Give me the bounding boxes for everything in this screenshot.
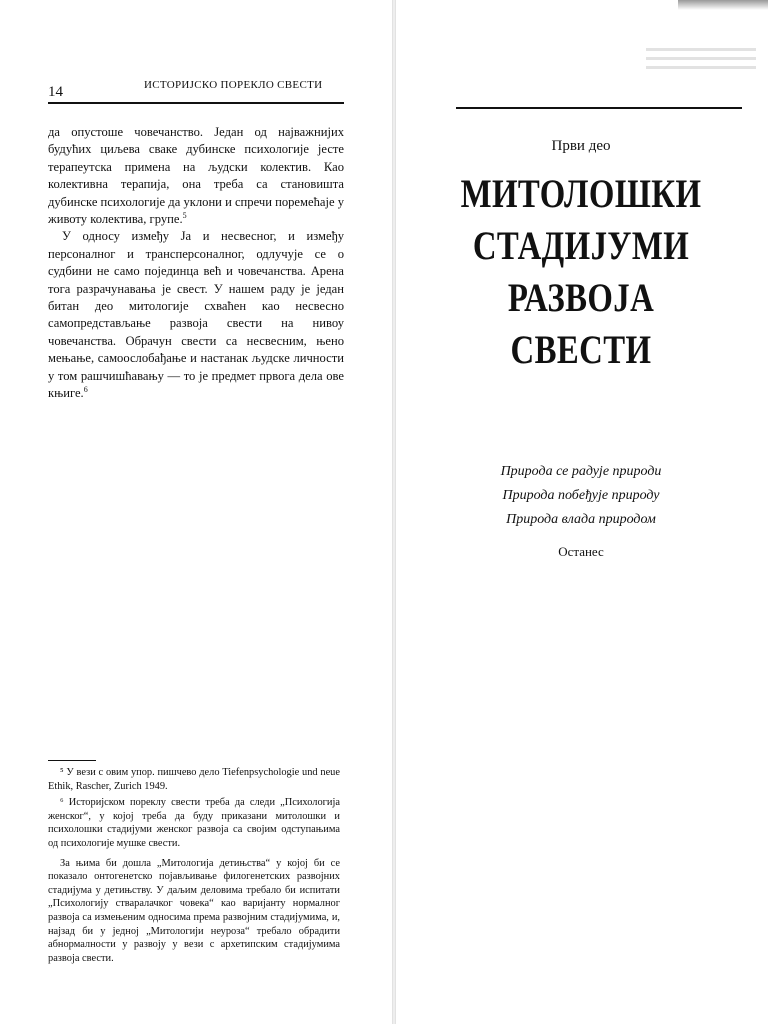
epigraph-author: Останес bbox=[558, 544, 604, 559]
footnote-text: Историјском пореклу свести треба да следи „Психологија женског“, у којој треба да буду приказани митолошки и психолошки стадијуми женског развоја са својим одступањима од психологије мушке свести. bbox=[48, 797, 340, 849]
paragraph-text: да опустоше човечанство. Један од најважнијих будућих циљева сваке дубинске психологије јесте терапеутска примена на људски колектив. Као колективна терапија, она треба са становишта дубинске психологије да уклони и спречи поремећаје у животу колектива, групе. bbox=[48, 125, 344, 227]
paragraph bbox=[48, 124, 344, 228]
footnote-ref: 5 bbox=[182, 210, 187, 220]
paragraph-text: У односу између Ја и несвесног, и између персоналног и трансперсоналног, одлучује се о судбини не само појединца већ и човечанства. Арена тога разрачунавања је свест. У нашем раду је један битан део митологије схваћен као несвесно самопредстављање развоја свести на нивоу човечанства. Обрачун свести са несвесним, њено мењање, самоослобађање и настанак људске личности у том рашчишћавању — то је предмет првога дела ове књиге. bbox=[48, 229, 344, 401]
body-text bbox=[48, 124, 344, 403]
footnote-marker: ⁶ bbox=[60, 797, 64, 809]
title-line: СВЕСТИ bbox=[510, 327, 652, 372]
paragraph bbox=[48, 228, 344, 402]
footnote-6-continued: За њима би дошла „Митологија детињства“ у којој би се показало онтогенетско појављивање филогенетских развојних стадијума у детињству. У даљим деловима требало би испитати „Психологију стваралачког човека“ као варијанту нормалног развоја са измењеним односима према развојним стадијумима, и, најзад би у једној „Митологији неуроза“ требало обрадити абнормалности у развоју у вези с архетипским стадијумима развоја свести. bbox=[48, 857, 340, 964]
title-line: СТАДИЈУМИ bbox=[472, 223, 690, 268]
epigraph-line: Природа влада природом bbox=[506, 512, 656, 527]
right-page bbox=[394, 0, 768, 1024]
epigraph bbox=[394, 460, 768, 532]
footnote-5 bbox=[48, 766, 340, 793]
header-rule bbox=[456, 107, 742, 109]
part-label: Први део bbox=[551, 138, 611, 154]
page-header bbox=[48, 78, 344, 104]
epigraph-line: Природа побеђује природу bbox=[502, 488, 660, 503]
footnotes bbox=[48, 766, 340, 968]
page-number: 14 bbox=[48, 84, 63, 100]
title-line: РАЗВОЈА bbox=[507, 275, 655, 320]
footnote-rule bbox=[48, 760, 96, 761]
running-head: ИСТОРИЈСКО ПОРЕКЛО СВЕСТИ bbox=[144, 79, 323, 91]
faded-stamp bbox=[646, 42, 756, 84]
epigraph-line: Природа се радује природи bbox=[500, 464, 662, 479]
footnote-text: У вези с овим упор. пишчево дело Tiefenpsychologie und neue Ethik, Rascher, Zurich 1949. bbox=[48, 767, 340, 792]
header-rule bbox=[48, 102, 344, 104]
title-line: МИТОЛОШКИ bbox=[460, 171, 702, 216]
footnote-ref: 6 bbox=[83, 384, 88, 394]
part-title bbox=[394, 168, 768, 376]
footnote-marker: ⁵ bbox=[60, 767, 64, 778]
footnote-6 bbox=[48, 796, 340, 850]
